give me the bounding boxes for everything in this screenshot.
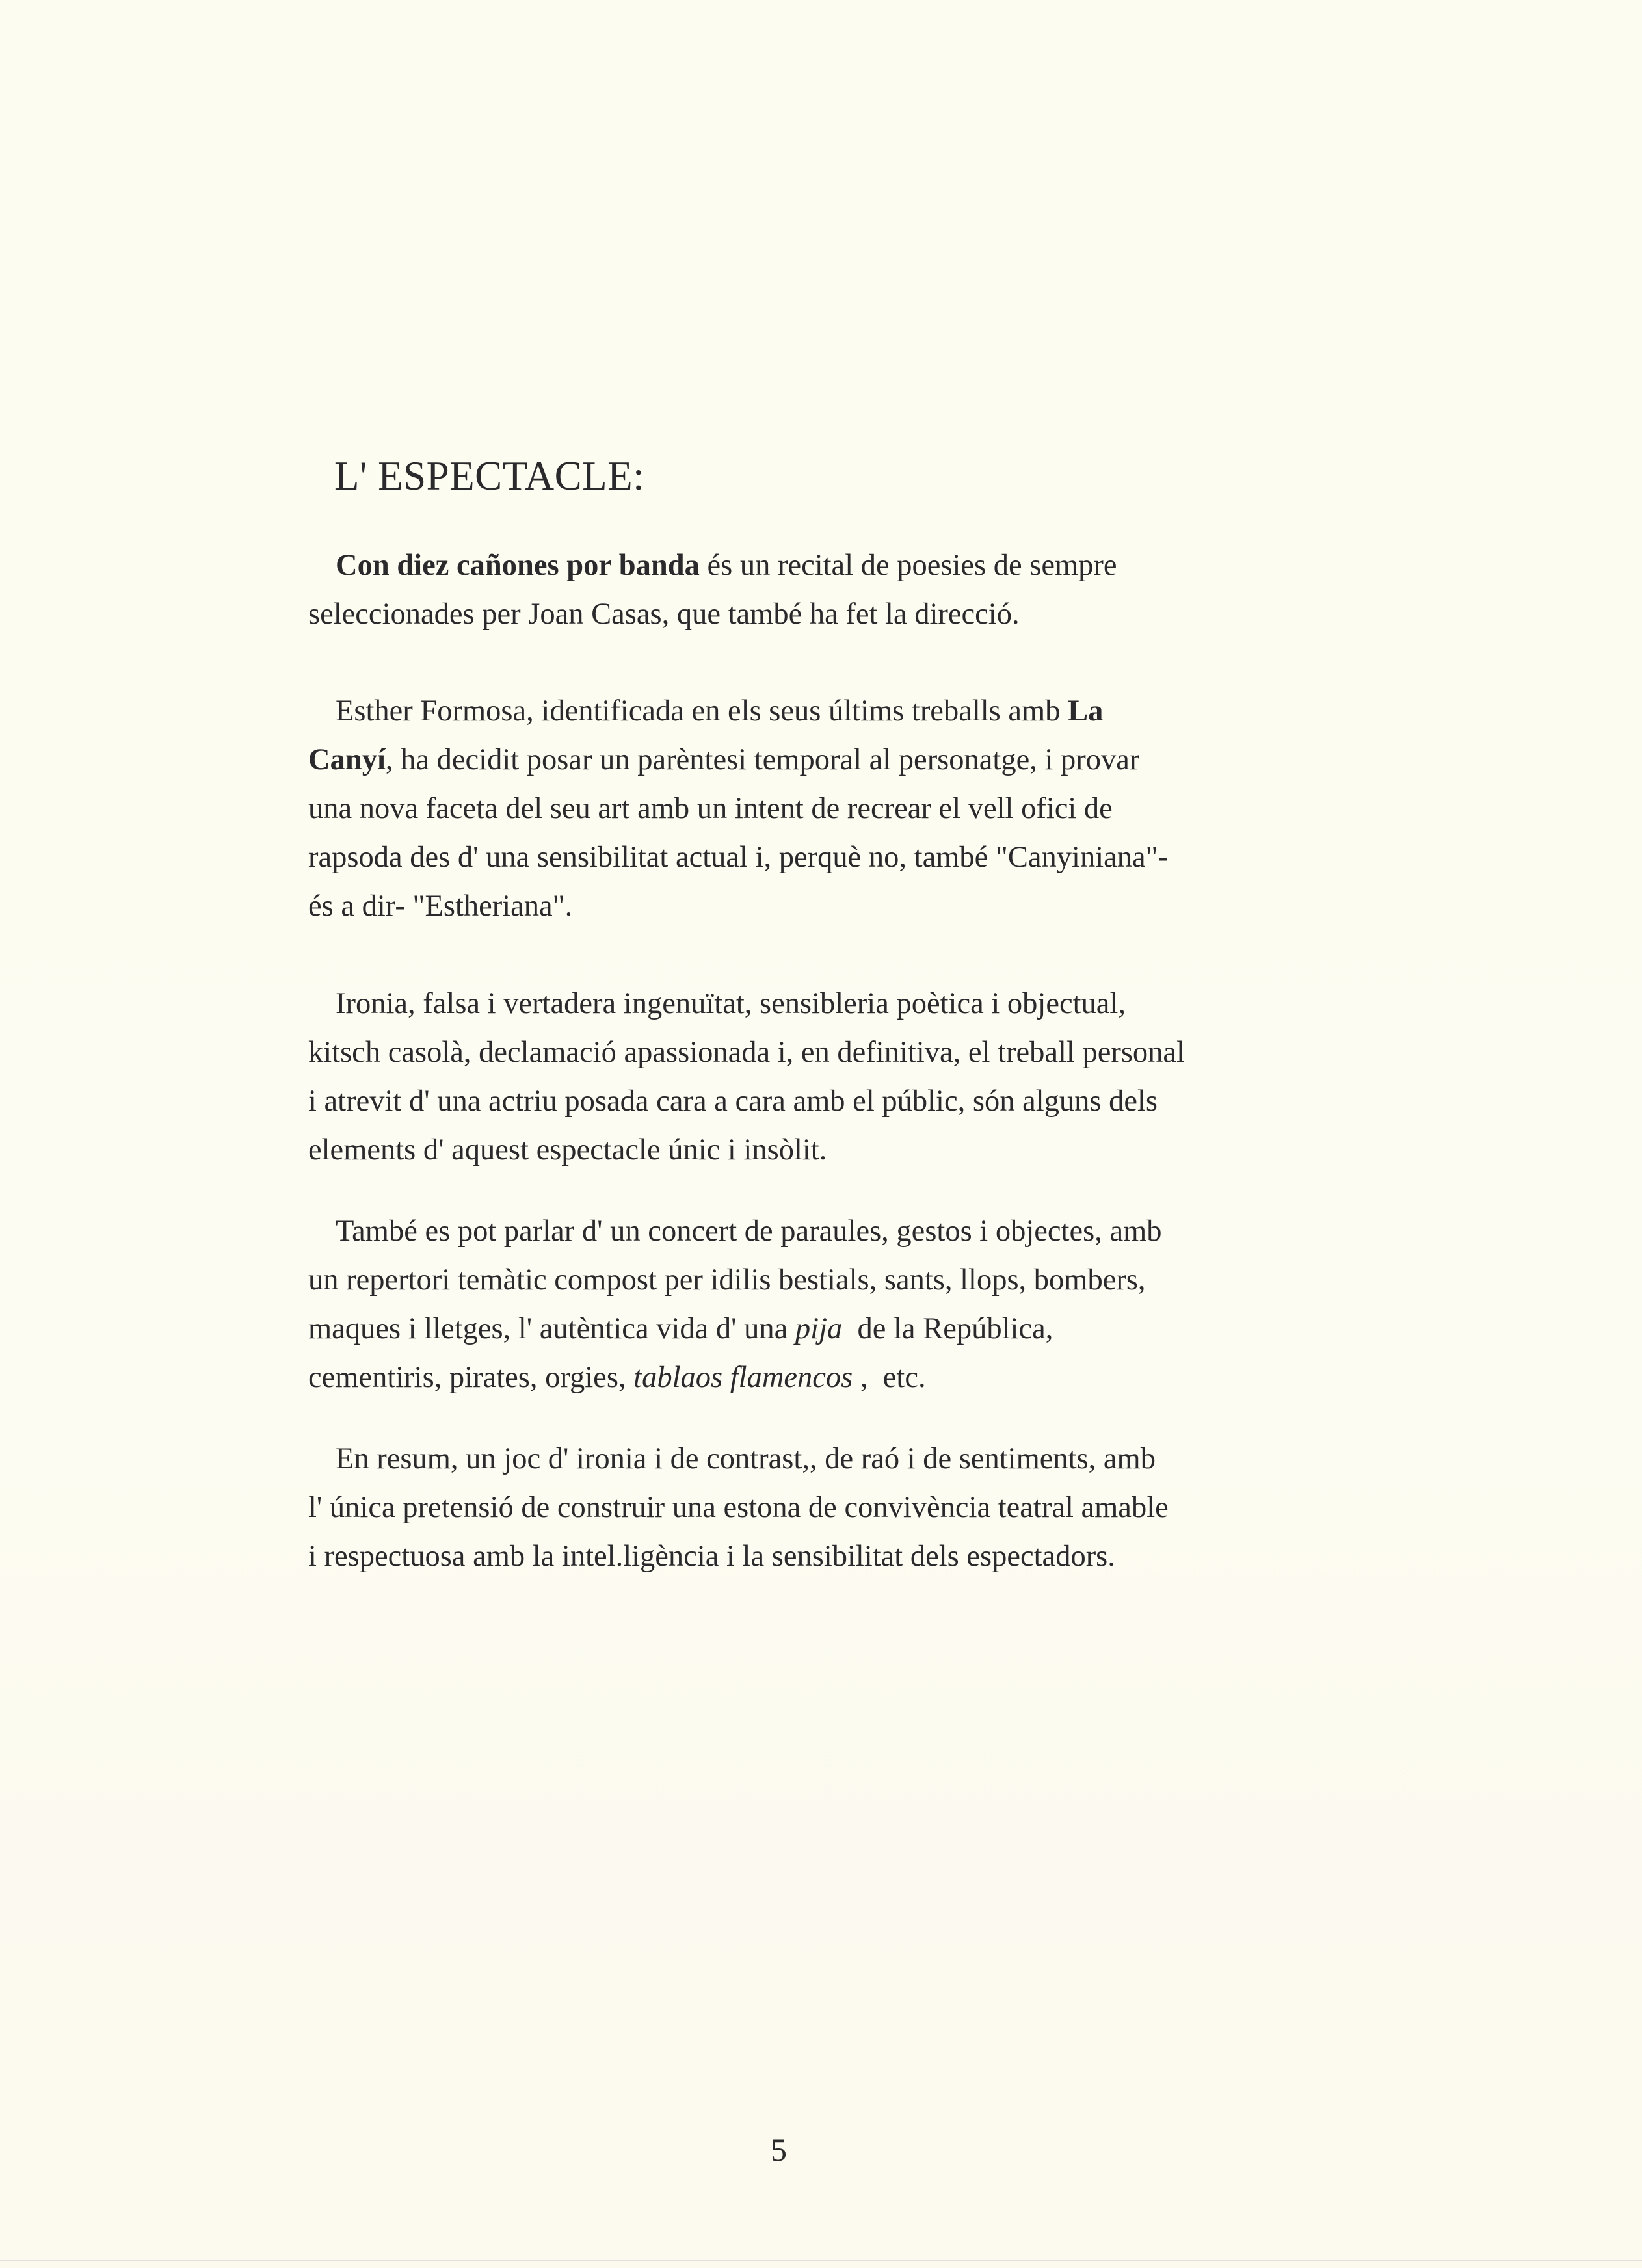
character-name-bold: Canyí [308,743,386,776]
scan-edge-divider [0,2260,1642,2261]
paragraph-line [308,1304,1453,1353]
paragraph-2 [308,687,1453,930]
paragraph-line: l' única pretensió de construir una estona de convivència teatral amable [308,1491,1169,1524]
text-run: és un recital de poesies de sempre [699,549,1117,582]
paragraph-line: En resum, un joc d' ironia i de contrast,, de raó i de sentiments, amb [336,1442,1156,1475]
paragraph-line: una nova faceta del seu art amb un intent de recrear el vell ofici de [308,792,1113,825]
paragraph-4 [308,1207,1453,1402]
paragraph-line: seleccionades per Joan Casas, que també ha fet la direcció. [308,598,1020,631]
paragraph-5 [308,1434,1453,1581]
paragraph-1 [308,541,1453,639]
paragraph-3 [308,979,1453,1174]
paragraph-line: També es pot parlar d' un concert de paraules, gestos i objectes, amb [336,1215,1162,1248]
text-run: Esther Formosa, identificada en els seus últims treballs amb [336,694,1068,728]
paragraph-line: Ironia, falsa i vertadera ingenuïtat, sensibleria poètica i objectual, [336,987,1126,1020]
paragraph-line: kitsch casolà, declamació apassionada i, en definitiva, el treball personal [308,1036,1185,1069]
paragraph-line [308,735,1453,784]
paragraph-line: rapsoda des d' una sensibilitat actual i, perquè no, també "Canyiniana"- [308,841,1169,874]
page-number: 5 [771,2131,787,2168]
text-run: cementiris, pirates, orgies, [308,1361,634,1394]
paragraph-line: i atrevit d' una actriu posada cara a cara amb el públic, són alguns dels [308,1085,1158,1118]
paragraph-line [308,687,1453,735]
text-run: , ha decidit posar un parèntesi temporal al personatge, i provar [385,743,1140,776]
italic-term: pija [795,1312,843,1345]
paragraph-line [308,1353,1453,1402]
paragraph-line [308,541,1453,590]
paragraph-line: elements d' aquest espectacle únic i insòlit. [308,1133,827,1167]
show-title-bold: Con diez cañones por banda [336,549,700,582]
paragraph-line: és a dir- "Estheriana". [308,890,573,923]
text-run: de la República, [842,1312,1053,1345]
section-heading: L' ESPECTACLE: [334,453,645,499]
text-run: maques i lletges, l' autèntica vida d' una [308,1312,795,1345]
paragraph-line: i respectuosa amb la intel.ligència i la sensibilitat dels espectadors. [308,1540,1115,1573]
character-name-bold: La [1068,694,1104,728]
paragraph-line: un repertori temàtic compost per idilis bestials, sants, llops, bombers, [308,1263,1146,1297]
text-run: , etc. [853,1361,926,1394]
italic-term: tablaos flamencos [633,1361,853,1394]
